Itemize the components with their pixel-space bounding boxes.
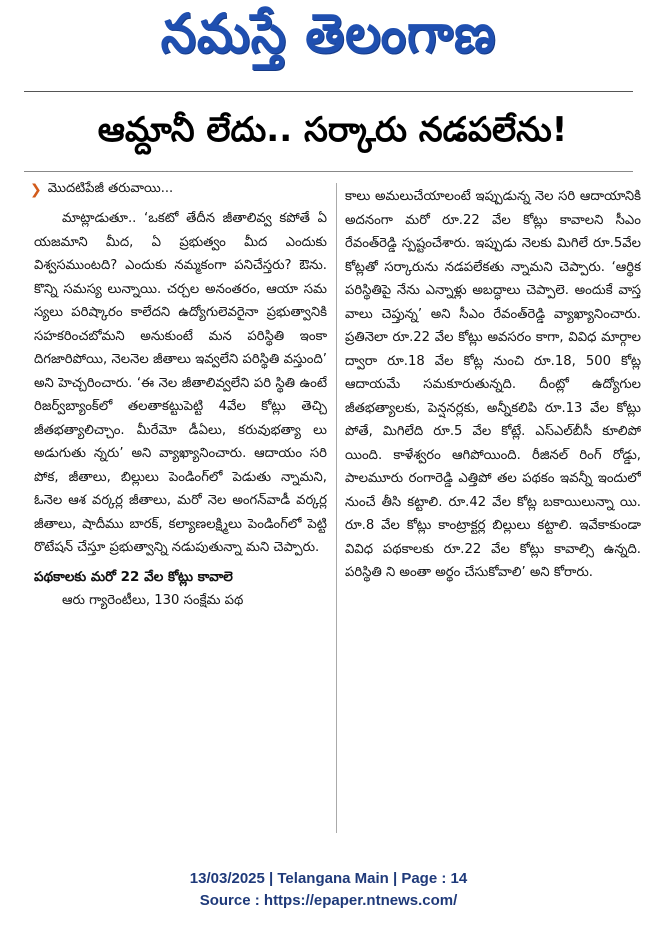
source-link[interactable]: Source : https://epaper.ntnews.com/ — [199, 892, 458, 909]
body-paragraph: మాట్లాడుతూ.. ‘ఒకటో తేదీన జీతాలివ్వ కపోతే ఏ యజమాని మీద, ఏ ప్రభుత్వం మీద ఎందుకు విశ్వసముంటది? ఎందుకు నమ్మకంగా పనిచేస్తరు? ఔను. కొన్ని సమస్య లున్నాయి. చర్చల అనంతరం, ఆయా సమ స్యలు పరిష్కారం కాలేదని ఉద్యోగులెవరైనా ప్రభుత్వానికి సహకరించబోమని అనుకుంటే మన పరిస్థితి ఇంకా దిగజారిపోయి, నెలనెల జీతాలు ఇవ్వలేని పరిస్థితి వస్తుంది’ అని హెచ్చరించారు. ‘ఈ నెల జీతాలివ్వలేని పరి స్థితి ఉంటే రిజర్వ్‌బ్యాంక్‌లో తలతాకట్టుపెట్టి 4వేల కోట్లు తెచ్చి జీతభత్యాలిచ్చాం. మీరేమో డీఏలు, కరువుభత్యా లు అడుగుతు న్నరు’ అని వ్యాఖ్యానించారు. ఆదాయం సరి పోక, జీతాలు, బిల్లులు పెండింగ్‌లో పెడుతు న్నామని, ఓనెల ఆశ వర్కర్ల జీతాలు, మరో నెల అంగన్‌వాడీ వర్కర్ల జీతాలు, షాదీము బారక్, కల్యాణలక్ష్మిలు పెండింగ్‌లో పెట్టి రొటేషన్ చేస్తూ ప్రభుత్వాన్ని నడుపుతున్నా మని చెప్పారు. — [34, 211, 327, 555]
masthead — [0, 1, 657, 76]
article-column-right — [345, 185, 641, 585]
source-footer — [0, 868, 657, 912]
body-paragraph: కాలు అమలుచేయాలంటే ఇప్పుడున్న నెల సరి ఆదాయానికి అదనంగా మరో రూ.22 వేల కోట్లు కావాలని సీఎం రేవంత్‌రెడ్డి స్పష్టంచేశారు. ఇప్పుడు నెలకు మిగిలే రూ.5వేల కోట్లతో సర్కారును నడపలేకతు న్నామని చెప్పారు. ‘ఆర్థిక పరిస్థితిపై నేను ఎన్నాళ్లు అబద్ధాలు చెప్పాలె. అందుకే వాస్త వాలు చెప్తున్న’ అని సీఎం రేవంత్‌రెడ్డి వ్యాఖ్యానించారు. ప్రతినెలా రూ.22 వేల కోట్లు అవసరం కాగా, వివిధ మార్గాల ద్వారా రూ.18 వేల కోట్ల నుంచి రూ.18, 500 కోట్ల ఆదాయమే సమకూరుతున్నది. దీంట్లో ఉద్యోగుల జీతభత్యాలకు, పెన్షనర్లకు, అన్నీకలిపి రూ.13 వేల కోట్లు పోతే, మిగిలేది రూ.5 వేల కోట్లే. ఎస్‌ఎల్‌బీసీ కూలిపో యింది. కాళేశ్వరం ఆగిపోయింది. రీజినల్ రింగ్ రోడ్డు, పాలమూరు రంగారెడ్డి ఎత్తిపో తల పథకం ఇవన్నీ ఇందులో నుంచే తీసి కట్టాలి. రూ.42 వేల కోట్ల బకాయిలున్నా యి. రూ.8 వేల కోట్లు కాంట్రాక్టర్ల బిల్లులు కట్టాలి. ఇవేకాకుండా వివిధ పథకాలకు రూ.22 వేల కోట్లు కావాల్సి ఉన్నది. పరిస్థితి ని అంతా అర్థం చేసుకోవాలి’ అని కోరారు. — [345, 189, 641, 580]
column-divider — [336, 183, 337, 833]
top-rule — [24, 91, 633, 92]
continued-from-label — [30, 181, 325, 199]
subheading: పథకాలకు మరో 22 వేల కోట్లు కావాలె — [34, 568, 233, 585]
chevron-right-icon: ❯ — [30, 182, 42, 198]
newspaper-logo: నమస్తే తెలంగాణ — [160, 1, 497, 65]
continued-text: మొదటిపేజీ తరువాయి... — [47, 181, 174, 196]
article-column-left — [34, 207, 327, 613]
headline-rule — [24, 171, 633, 172]
article-headline: ఆమ్దానీ లేదు.. సర్కారు నడపలేను! — [97, 110, 568, 150]
body-paragraph: ఆరు గ్యారెంటీలు, 130 సంక్షేమ పథ — [62, 593, 244, 608]
date-edition-line: 13/03/2025 | Telangana Main | Page : 14 — [189, 870, 468, 887]
